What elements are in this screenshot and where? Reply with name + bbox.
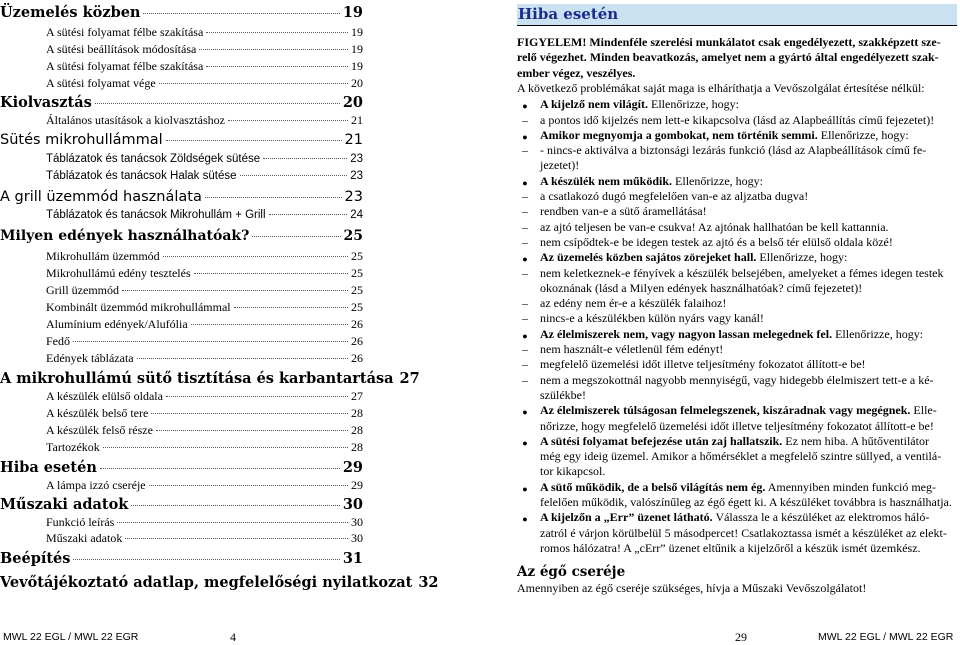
toc-label: A mikrohullámú sütő tisztítása és karbantartása [0,370,394,387]
dash-icon: – [522,112,528,127]
toc-heading[interactable] [0,94,363,111]
footer-model-left: MWL 22 EGL / MWL 22 EGR [3,631,139,643]
toc-page-number: 27 [351,389,363,403]
item-text [540,281,957,296]
subheading-text: Amennyiben az égő cseréje szükséges, hívja a Műszaki Vevőszolgálatot! [517,581,867,596]
toc-label: A lámpa izzó cseréje [46,478,146,492]
toc-leader-dots [269,214,348,215]
item-rest: jezetet)! [540,158,580,173]
toc-subentry[interactable] [0,351,363,366]
item-text [540,327,957,342]
toc-leader-dots [206,32,348,33]
page-number-left: 4 [230,630,236,644]
toc-leader-dots [194,273,348,274]
toc-page-number: 23 [350,170,363,182]
toc-label: Üzemelés közben [0,4,141,21]
toc-subentry[interactable] [0,300,363,315]
item-rest: nincs-e a készülékben külön nyárs vagy kanál! [540,311,764,326]
bullet-icon: ● [522,177,528,188]
toc-label: Táblázatok és tanácsok Mikrohullám + Grill [46,209,266,221]
item-rest: zatról é várjon körülbelül 5 másodpercet! Csatlakoztassa ismét a készüléket az elekt- [540,525,947,540]
toc-heading[interactable] [0,574,439,591]
dash-icon: – [522,296,528,311]
toc-heading[interactable] [0,189,363,205]
toc-page-number: 25 [351,283,363,297]
toc-leader-dots [166,396,348,397]
item-rest: Ez nem hiba. A hűtőventilátor [782,433,929,448]
item-text [540,403,957,418]
toc-leader-dots [122,290,348,291]
dash-icon: – [522,372,528,387]
toc-page-number: 25 [351,249,363,263]
toc-subentry[interactable] [0,334,363,349]
item-rest: nem csípődtek-e be idegen testek az ajtó és a belső tér elülső oldala közé! [540,234,893,249]
item-rest: Ellenőrizze, hogy: [672,173,763,188]
toc-leader-dots [73,341,348,342]
toc-page-number: 30 [351,531,363,545]
item-rest: okoznának (lásd a Milyen edények használhatóak? című fejezetet)! [540,280,863,295]
intro-text: A következő problémákat saját maga is elháríthatja a Vevőszolgálat értesítése nélkül: [517,80,925,95]
section-title-bar [517,4,957,26]
toc-leader-dots [166,140,342,141]
toc-subentry[interactable] [0,406,363,421]
toc-label: Mikrohullámú edény tesztelés [46,266,191,280]
toc-page-number: 26 [351,334,363,348]
item-rest: Ellenőrizze, hogy: [817,127,909,142]
toc-page-number: 20 [351,76,363,90]
toc-subentry[interactable] [0,515,363,530]
toc-label: Műszaki adatok [46,531,123,545]
item-rest: Ellenőrizze, hogy: [756,250,848,265]
toc-heading[interactable] [0,550,363,567]
toc-label: A készülék elülső oldala [46,389,163,403]
toc-heading[interactable] [0,228,363,244]
toc-page-number: 30 [342,496,363,513]
toc-page-number: 28 [351,440,363,454]
toc-leader-dots [131,505,339,506]
item-bold: A készülék nem működik. [540,173,673,188]
item-bold: A sütő működik, de a belső világítás nem ég. [540,479,766,494]
toc-label: Funkció leírás [46,515,115,529]
warning-text: FIGYELEM! Mindenféle szerelési munkálatot csak engedélyezett, szakképzett sze- [517,35,941,49]
item-rest: Ellenőrizze, hogy: [832,326,924,341]
toc-page-number: 21 [344,132,363,148]
toc-page-number: 26 [351,351,363,365]
item-text [540,464,957,479]
item-text [540,373,957,388]
item-text [540,419,957,434]
item-text [540,143,957,158]
toc-label: Milyen edények használhatóak? [0,228,250,244]
item-rest: nem használt-e véletlenül fém edényt! [540,342,724,356]
toc-page-number: 19 [342,4,363,21]
dash-icon: – [522,143,528,158]
toc-heading[interactable] [0,496,363,513]
toc-leader-dots [103,447,348,448]
item-rest: megfelelő üzemelési időt illetve teljesítmény fokozatot állított-e be! [540,357,866,372]
toc-page-number: 29 [342,459,363,476]
item-text [540,266,957,281]
item-text [540,204,957,219]
item-bold: Az üzemelés közben sajátos zörejeket hall. [540,250,757,265]
toc-label: A sütési beállítások módosítása [46,42,197,56]
footer-model-right: MWL 22 EGL / MWL 22 EGR [818,631,954,643]
dash-icon: – [522,357,528,372]
toc-leader-dots [228,120,348,121]
toc-leader-dots [137,358,348,359]
toc-subentry[interactable] [0,423,363,438]
toc-leader-dots [143,13,339,14]
item-rest: tor kikapcsol. [540,464,606,479]
item-text [540,235,957,250]
item-rest: felelően működik, valószínűleg az égő égett ki. A készüléket továbbra is használhatja. [540,495,952,509]
toc-subentry[interactable] [0,209,363,221]
item-bold: A sütési folyamat befejezése után zaj hallatszik. [540,433,783,448]
toc-leader-dots [117,522,348,523]
toc-label: Műszaki adatok [0,496,129,513]
toc-label: Táblázatok és tanácsok Halak sütése [46,170,237,182]
toc-label: A sütési folyamat félbe szakítása [46,59,204,73]
toc-subentry[interactable] [0,25,363,40]
toc-page-number: 29 [351,478,363,492]
toc-subentry[interactable] [0,478,363,493]
item-text [540,311,957,326]
bullet-icon: ● [522,254,528,265]
item-text [540,174,957,189]
item-rest: - nincs-e aktiválva a biztonsági lezárás funkció (lásd az Alapbeállítások című fe- [540,143,927,158]
toc-heading[interactable] [0,370,420,387]
toc-label: Táblázatok és tanácsok Zöldségek sütése [46,153,261,165]
toc-subentry[interactable] [0,266,363,281]
toc-page-number: 21 [351,113,363,127]
toc-leader-dots [240,175,348,176]
item-rest: az edény nem ér-e a készülék falaihoz! [540,296,727,311]
toc-label: Mikrohullám üzemmód [46,249,160,263]
toc-label: Beépítés [0,550,71,567]
item-rest: Ellenőrizze, hogy: [648,97,739,112]
toc-label: Kiolvasztás [0,94,92,111]
toc-page-number: 30 [351,515,363,529]
toc-label: Grill üzemmód [46,283,119,297]
dash-icon: – [522,219,528,234]
toc-page-number: 23 [344,189,363,205]
toc-leader-dots [149,485,348,486]
item-text [540,480,957,495]
item-bold: Az élelmiszerek túlságosan felmelegszenek, kiszáradnak vagy megégnek. [540,403,911,418]
toc-label: Vevőtájékoztató adatlap, megfelelőségi nyilatkozat [0,574,413,591]
item-text [540,357,957,372]
item-text [540,220,957,235]
item-text [540,113,957,128]
toc-heading[interactable] [0,459,363,476]
toc-leader-dots [156,430,348,431]
toc-label: A készülék felső része [46,423,153,437]
dash-icon: – [522,204,528,219]
item-text [540,342,957,357]
toc-label: A grill üzemmód használata [0,189,202,205]
item-rest: romos hálózatra! A „cErr” üzenet eltűnik a kijelzőről a készük ismét üzemkész. [540,540,921,555]
item-text [540,495,957,510]
toc-leader-dots [73,559,339,560]
toc-leader-dots [199,49,348,50]
left-page [0,0,439,645]
item-rest: Amennyiben minden funkció meg- [765,479,937,494]
toc-page-number: 19 [351,42,363,56]
toc-leader-dots [263,158,347,159]
toc-subentry[interactable] [0,42,363,57]
item-bold: Amikor megnyomja a gombokat, nem történik semmi. [540,127,818,142]
toc-label: Általános utasítások a kiolvasztáshoz [46,113,225,127]
item-rest: nem keletkeznek-e fényívek a készülék belsejében, amelyeket a fémes idegen testek [540,265,944,280]
item-bold: Az élelmiszerek nem, vagy nagyon lassan melegednek fel. [540,326,833,341]
item-rest: Elle- [910,403,937,418]
dash-icon: – [522,342,528,356]
bullet-icon: ● [522,514,528,525]
toc-page-number: 24 [350,209,363,221]
toc-subentry[interactable] [0,317,363,332]
right-page [517,0,960,645]
toc-page-number: 26 [351,317,363,331]
toc-subentry[interactable] [0,283,363,298]
toc-leader-dots [205,197,342,198]
toc-page-number: 20 [342,94,363,111]
item-bold: A kijelző nem világít. [540,97,648,112]
bullet-icon: ● [522,483,528,494]
dash-icon: – [522,311,528,326]
bullet-icon: ● [522,437,528,448]
item-rest: az ajtó teljesen be van-e csukva! Az ajtónak hallhatóan be kell kattannia. [540,219,889,234]
item-text [540,541,957,556]
item-rest: nem a megszokottnál nagyobb mennyiségű, vagy hidegebb élelmiszert tett-e a ké- [540,372,934,387]
toc-subentry[interactable] [0,153,363,165]
toc-leader-dots [151,413,348,414]
toc-label: Fedő [46,334,70,348]
toc-label: Edények táblázata [46,351,134,365]
toc-page-number: 28 [351,423,363,437]
toc-subentry[interactable] [0,76,363,91]
toc-leader-dots [100,468,340,469]
toc-label: Kombinált üzemmód mikrohullámmal [46,300,231,314]
item-rest: rendben van-e a sütő áramellátása! [540,204,707,219]
toc-leader-dots [234,307,348,308]
toc-page-number: 32 [418,574,439,591]
item-text [540,189,957,204]
toc-label: A sütési folyamat félbe szakítása [46,25,204,39]
toc-label: A sütési folyamat vége [46,76,156,90]
warning-text: relő végezhet. Minden beavatkozás, amelyet nem a gyártó által engedélyezett szak- [517,50,939,65]
toc-subentry[interactable] [0,389,363,404]
toc-label: A készülék belső tere [46,406,149,420]
dash-icon: – [522,265,528,280]
item-text [540,526,957,541]
toc-page-number: 19 [351,25,363,39]
item-text [540,510,957,525]
item-rest: Válassza le a készüléket az elektromos háló- [712,510,930,525]
toc-subentry[interactable] [0,440,363,455]
toc-leader-dots [95,103,340,104]
toc-page-number: 23 [350,153,363,165]
dash-icon: – [522,189,528,203]
item-text [540,449,957,464]
item-rest: szülékbe! [540,387,586,402]
toc-page-number: 25 [351,266,363,280]
toc-label: Tartozékok [46,440,100,454]
toc-page-number: 19 [351,59,363,73]
toc-label: Hiba esetén [0,459,97,476]
item-rest: a pontos idő kijelzés nem lett-e kikapcsolva (lásd az Alapbeállítás című fejezetet)! [540,112,935,127]
toc-label: Sütés mikrohullámmal [0,132,163,148]
item-bold: A kijelzőn a „Err” üzenet látható. [540,510,713,525]
toc-subentry[interactable] [0,531,363,546]
item-text [540,250,957,265]
toc-page-number: 31 [342,550,363,567]
item-text [540,97,957,112]
warning-text: ember végez, veszélyes. [517,65,636,80]
item-text [540,388,957,403]
toc-leader-dots [191,324,348,325]
toc-leader-dots [252,236,340,237]
item-text [540,158,957,173]
toc-subentry[interactable] [0,249,363,264]
toc-leader-dots [206,66,348,67]
toc-label: Alumínium edények/Alufólia [46,317,188,331]
toc-page-number: 28 [351,406,363,420]
item-rest: még egy ideig üzemel. Amikor a hőmérséklet a megfelelő szintre süllyed, a ventilá- [540,449,942,464]
item-text [540,296,957,311]
bullet-icon: ● [522,407,528,418]
bullet-icon: ● [522,101,528,112]
bullet-icon: ● [522,131,528,142]
toc-page-number: 25 [351,300,363,314]
toc-subentry[interactable] [0,113,363,128]
section-title: Hiba esetén [518,5,619,23]
subheading: Az égő cseréje [517,564,626,581]
toc-subentry[interactable] [0,170,363,182]
toc-page-number: 27 [399,370,420,387]
toc-leader-dots [125,538,348,539]
item-text [540,128,957,143]
dash-icon: – [522,234,528,249]
toc-heading[interactable] [0,132,363,148]
bullet-icon: ● [522,330,528,341]
item-rest: nőrizze, hogy megfelelő üzemelési időt illetve teljesítmény fokozatot állított-e be! [540,418,934,433]
toc-subentry[interactable] [0,59,363,74]
page-number-right: 29 [735,630,747,644]
toc-heading[interactable] [0,4,363,21]
toc-leader-dots [159,83,348,84]
toc-page-number: 25 [343,228,363,244]
toc-leader-dots [163,256,348,257]
item-text [540,434,957,449]
item-rest: a csatlakozó dugó megfelelően van-e az aljzatba dugva! [540,189,809,203]
